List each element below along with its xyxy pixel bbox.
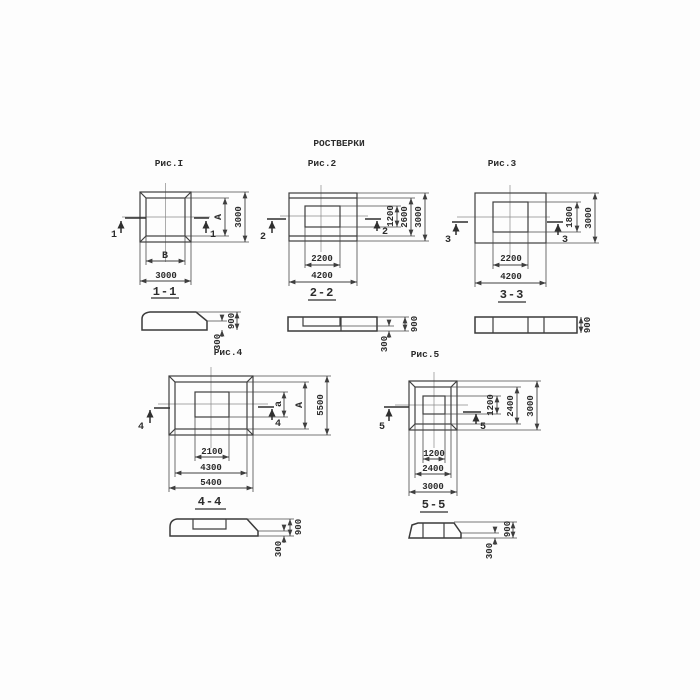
cut-mark-right: 5 bbox=[479, 422, 487, 433]
section-3-3-profile bbox=[475, 317, 577, 333]
cut-mark-left: 2 bbox=[259, 232, 267, 243]
figure-2-plan bbox=[280, 185, 368, 252]
cut-mark-right: 3 bbox=[561, 235, 569, 246]
figure-1-dimensions bbox=[140, 192, 249, 285]
figure-1 bbox=[111, 158, 249, 350]
figure-3 bbox=[445, 158, 599, 333]
recess bbox=[303, 317, 340, 326]
section-2-2-profile bbox=[288, 317, 377, 331]
cut-mark-left: 1 bbox=[110, 230, 118, 241]
recess bbox=[193, 519, 226, 529]
section-5-5-profile bbox=[409, 523, 461, 538]
dim-outer-height: 3000 bbox=[234, 206, 244, 228]
dim-outer-height: 3000 bbox=[526, 395, 536, 417]
dim-ledge-height: 300 bbox=[380, 335, 390, 353]
centerlines bbox=[280, 185, 368, 252]
figure-5-dimensions bbox=[409, 381, 541, 496]
dim-total-height: 900 bbox=[583, 316, 593, 334]
figure-3-plan bbox=[457, 185, 550, 257]
figure-4-dimensions bbox=[169, 376, 331, 492]
frame-lines bbox=[289, 198, 357, 236]
corner-bevels bbox=[409, 381, 457, 430]
figure-3-cut-marks bbox=[445, 222, 568, 246]
dim-ledge-height: 300 bbox=[485, 542, 495, 560]
dim-total-height: 900 bbox=[294, 518, 304, 536]
dim-mid-width: 4300 bbox=[200, 463, 222, 473]
dim-inner-height: 1800 bbox=[565, 206, 575, 228]
dim-mid-height: 2600 bbox=[400, 206, 410, 228]
section-4-4-caption: 4-4 bbox=[197, 495, 223, 509]
dim-total-height: 900 bbox=[503, 520, 513, 538]
inner-contour bbox=[305, 206, 340, 227]
dim-inner-height: А bbox=[214, 213, 225, 221]
dim-outer-height: 3000 bbox=[414, 206, 424, 228]
figure-4-plan bbox=[158, 367, 268, 448]
dim-outer-width: 4200 bbox=[500, 272, 522, 282]
dim-outer-height: 3000 bbox=[584, 207, 594, 229]
figure-2 bbox=[260, 158, 429, 352]
cut-mark-left: 4 bbox=[137, 422, 145, 433]
dim-inner-height: 1200 bbox=[486, 394, 496, 416]
dim-total-height: 900 bbox=[227, 312, 237, 330]
figure-4 bbox=[138, 347, 331, 557]
section-3-3 bbox=[475, 288, 593, 333]
dim-total-height: 900 bbox=[410, 315, 420, 333]
section-4-4-profile bbox=[170, 519, 258, 536]
cut-mark-left: 3 bbox=[444, 235, 452, 246]
dim-ledge-height: 300 bbox=[274, 540, 284, 558]
figure-4-caption: Рис.4 bbox=[213, 347, 243, 358]
dim-inner-height: 1200 bbox=[386, 205, 396, 227]
section-1-1 bbox=[142, 285, 241, 350]
inner-contour bbox=[195, 392, 229, 417]
dim-mid-height: 2400 bbox=[506, 395, 516, 417]
outer-contour bbox=[409, 381, 457, 430]
dim-ledge-height: 300 bbox=[213, 333, 223, 351]
figure-2-cut-marks bbox=[260, 219, 388, 243]
figure-5-cut-marks bbox=[379, 407, 486, 433]
figure-3-dimensions bbox=[475, 193, 599, 287]
section-5-5 bbox=[409, 498, 517, 559]
dim-outer-width: 4200 bbox=[311, 271, 333, 281]
section-4-4 bbox=[170, 495, 304, 557]
section-1-1-caption: 1-1 bbox=[152, 285, 178, 299]
dim-inner-width: В bbox=[161, 251, 169, 262]
figure-1-caption: Рис.I bbox=[154, 158, 184, 169]
dim-mid-width: 2400 bbox=[422, 464, 444, 474]
figure-1-cut-marks bbox=[111, 218, 216, 241]
dim-inner-height: а bbox=[274, 400, 285, 408]
cut-mark-left: 5 bbox=[378, 422, 386, 433]
cut-mark-right: 4 bbox=[274, 419, 282, 430]
dim-inner-width: 1200 bbox=[423, 449, 445, 459]
section-5-5-caption: 5-5 bbox=[421, 498, 447, 512]
dim-inner-width: 2200 bbox=[500, 254, 522, 264]
figure-3-caption: Рис.3 bbox=[487, 158, 517, 169]
section-2-2-caption: 2-2 bbox=[309, 286, 335, 300]
section-2-2 bbox=[288, 286, 420, 352]
figure-2-caption: Рис.2 bbox=[307, 158, 337, 169]
joint-lines bbox=[423, 523, 444, 538]
centerlines bbox=[457, 185, 550, 257]
figure-5-caption: Рис.5 bbox=[410, 349, 440, 360]
section-1-1-profile bbox=[142, 312, 207, 330]
drawing-title: РОСТВЕРКИ bbox=[313, 138, 365, 149]
dim-outer-width: 3000 bbox=[155, 271, 177, 281]
dim-inner-width: 2200 bbox=[311, 254, 333, 264]
dim-outer-width: 3000 bbox=[422, 482, 444, 492]
outer-contour bbox=[289, 193, 357, 241]
cut-mark-right: 2 bbox=[381, 227, 389, 238]
joint-lines bbox=[493, 317, 544, 333]
dim-inner-width: 2100 bbox=[201, 447, 223, 457]
cut-mark-right: 1 bbox=[209, 230, 217, 241]
dim-mid-height: А bbox=[295, 401, 306, 409]
dim-outer-width: 5400 bbox=[200, 478, 222, 488]
section-3-3-caption: 3-3 bbox=[499, 288, 525, 302]
frame-contour bbox=[415, 387, 451, 424]
outer-contour bbox=[475, 193, 546, 243]
figure-5 bbox=[379, 349, 541, 559]
figure-2-dimensions bbox=[289, 193, 429, 286]
dim-outer-height: 5500 bbox=[316, 394, 326, 416]
